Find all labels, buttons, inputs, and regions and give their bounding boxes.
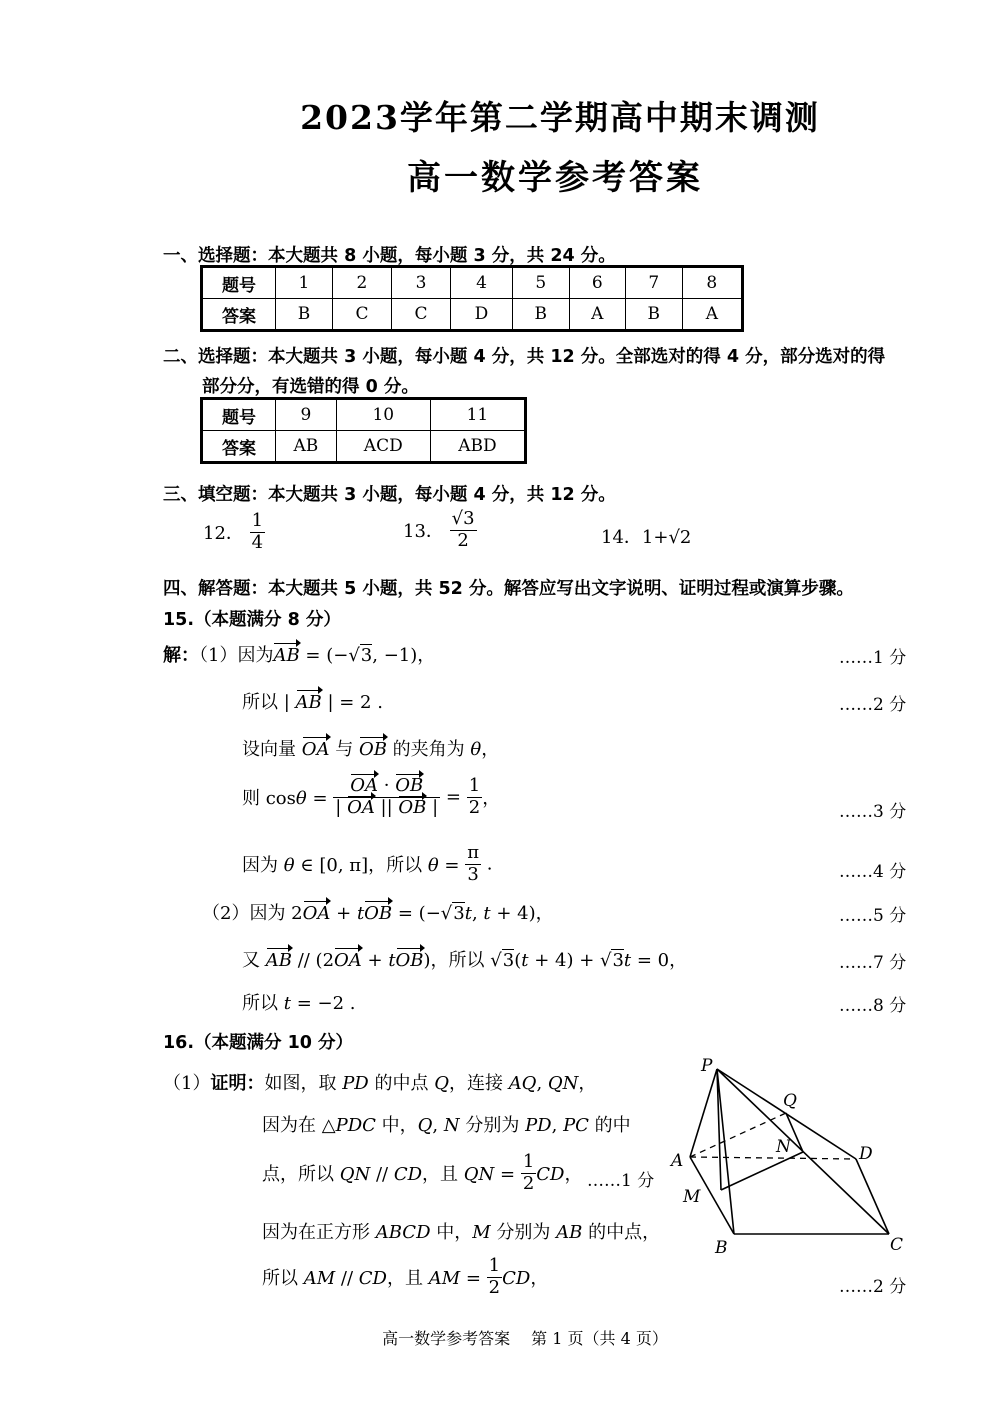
table-cell: AB bbox=[276, 431, 337, 463]
q16-line5: 所以 AM // CD，且 AM = $\frac{1}{2}$ CD， bbox=[262, 1255, 549, 1298]
q15-line1: 解：（1）因为AB = (−√3, −1)， bbox=[163, 645, 436, 666]
q15-line7: 又 AB // (2OA + tOB)，所以 √3(t + 4) + √3t = 0， bbox=[242, 950, 688, 971]
q16-line4: 因为在正方形 ABCD 中，M 分别为 AB 的中点， bbox=[262, 1222, 661, 1243]
q16-line2: 因为在 △PDC 中，Q, N 分别为 PD, PC 的中 bbox=[262, 1115, 631, 1136]
section3-heading: 三、填空题：本大题共 3 小题，每小题 4 分，共 12 分。 bbox=[163, 485, 616, 505]
q16-line1: （1）证明：如图，取 PD 的中点 Q，连接 AQ, QN， bbox=[163, 1073, 597, 1094]
q15-line4: 则 cosθ = $\frac{OA \cdot OB}{| OA || OB |}$ = $\frac{1}{2}$ ， bbox=[242, 775, 501, 818]
score-mark: ……3 分 bbox=[839, 802, 907, 822]
figure-label-a: A bbox=[671, 1151, 684, 1171]
proof-label: 证明： bbox=[210, 1073, 265, 1094]
table-cell: B bbox=[276, 299, 333, 331]
page-subtitle: 高一数学参考答案 bbox=[407, 158, 703, 198]
table-cell: 9 bbox=[276, 399, 337, 431]
edge-ad-hidden bbox=[690, 1157, 856, 1159]
part-label: （2） bbox=[202, 903, 250, 924]
figure-label-d: D bbox=[859, 1144, 873, 1164]
q16-line3: 点，所以 QN // CD，且 QN = $\frac{1}{2}$ CD， bbox=[262, 1151, 583, 1194]
answer-14 bbox=[601, 523, 691, 549]
edge-pa bbox=[690, 1069, 717, 1157]
table-cell: ACD bbox=[336, 431, 430, 463]
table-cell: A bbox=[682, 299, 742, 331]
q15-heading: 15.（本题满分 8 分） bbox=[163, 610, 341, 630]
score-mark: ……8 分 bbox=[839, 996, 907, 1016]
score-mark: ……2 分 bbox=[839, 1277, 907, 1297]
table-cell: 2 bbox=[332, 267, 391, 299]
table-cell: 4 bbox=[451, 267, 513, 299]
answer-13 bbox=[403, 509, 477, 551]
answer-value: 1+√2 bbox=[641, 527, 692, 548]
section2-heading-line1: 二、选择题：本大题共 3 小题，每小题 4 分，共 12 分。全部选对的得 4 分，部分选对的得 bbox=[163, 347, 886, 367]
table-row bbox=[202, 399, 526, 431]
q15-line5: 因为 θ ∈ [0, π]，所以 θ = $\frac{\pi}{3}$ . bbox=[242, 842, 493, 885]
table-cell: B bbox=[512, 299, 569, 331]
q15-line8: 所以 t = −2 . bbox=[242, 993, 356, 1014]
score-mark: ……4 分 bbox=[839, 862, 907, 882]
part-label: （1） bbox=[163, 1073, 211, 1094]
table-cell: A bbox=[569, 299, 625, 331]
answer-label: 13． bbox=[403, 521, 444, 543]
q15-line6: （2）因为 2OA + tOB = (−√3t, t + 4)， bbox=[202, 903, 554, 924]
table-cell: C bbox=[392, 299, 451, 331]
fraction-denominator: 4 bbox=[251, 531, 264, 553]
table-cell: D bbox=[451, 299, 513, 331]
answer-label: 12． bbox=[203, 523, 244, 545]
page-title: 2023学年第二学期高中期末调测 bbox=[300, 98, 820, 137]
table-cell: 11 bbox=[430, 399, 525, 431]
table-cell: 1 bbox=[276, 267, 333, 299]
table-cell: 5 bbox=[512, 267, 569, 299]
table-cell: 7 bbox=[625, 267, 682, 299]
table-header-cell: 答案 bbox=[202, 299, 276, 331]
table-cell: B bbox=[625, 299, 682, 331]
figure-label-b: B bbox=[715, 1238, 728, 1258]
fraction-numerator: 1 bbox=[251, 510, 264, 531]
segment-aq-hidden bbox=[690, 1113, 786, 1157]
section4-heading: 四、解答题：本大题共 5 小题，共 52 分。解答应写出文字说明、证明过程或演算步骤。 bbox=[163, 579, 854, 599]
solution-label: 解： bbox=[163, 645, 199, 666]
table-row bbox=[202, 299, 743, 331]
table-row bbox=[202, 431, 526, 463]
score-mark: ……5 分 bbox=[839, 906, 907, 926]
score-mark: ……7 分 bbox=[839, 953, 907, 973]
table-cell: 8 bbox=[682, 267, 742, 299]
fraction-denominator: 2 bbox=[457, 529, 469, 551]
part-label: （1） bbox=[199, 645, 238, 666]
section2-answer-table bbox=[200, 397, 527, 464]
table-row bbox=[202, 267, 743, 299]
q15-line2: 所以 | AB | = 2 . bbox=[242, 692, 383, 713]
score-mark: ……1 分 bbox=[839, 648, 907, 668]
answer-label: 14． bbox=[601, 527, 642, 548]
fraction-numerator: √3 bbox=[451, 508, 475, 529]
q15-line3: 设向量 OA 与 OB 的夹角为 θ， bbox=[242, 739, 500, 760]
table-cell: ABD bbox=[430, 431, 525, 463]
table-cell: 10 bbox=[336, 399, 430, 431]
table-header-cell: 题号 bbox=[202, 267, 276, 299]
score-mark: ……2 分 bbox=[839, 695, 907, 715]
table-header-cell: 题号 bbox=[202, 399, 276, 431]
table-cell: C bbox=[332, 299, 391, 331]
figure-label-p: P bbox=[701, 1056, 713, 1076]
score-mark: ……1 分 bbox=[587, 1171, 655, 1191]
figure-label-m: M bbox=[683, 1187, 701, 1207]
page-footer: 高一数学参考答案 第 1 页（共 4 页） bbox=[382, 1329, 668, 1348]
table-cell: 6 bbox=[569, 267, 625, 299]
figure-label-c: C bbox=[890, 1235, 904, 1255]
figure-label-n: N bbox=[776, 1137, 791, 1157]
table-cell: 3 bbox=[392, 267, 451, 299]
edge-cd bbox=[856, 1159, 889, 1234]
answer-12 bbox=[203, 511, 265, 553]
q16-heading: 16.（本题满分 10 分） bbox=[163, 1033, 354, 1053]
section2-heading-line2: 部分分，有选错的得 0 分。 bbox=[202, 377, 419, 397]
pyramid-figure bbox=[665, 1050, 925, 1260]
figure-label-q: Q bbox=[783, 1091, 797, 1111]
section1-heading: 一、选择题：本大题共 8 小题，每小题 3 分，共 24 分。 bbox=[163, 246, 616, 266]
section1-answer-table bbox=[200, 265, 744, 332]
table-header-cell: 答案 bbox=[202, 431, 276, 463]
